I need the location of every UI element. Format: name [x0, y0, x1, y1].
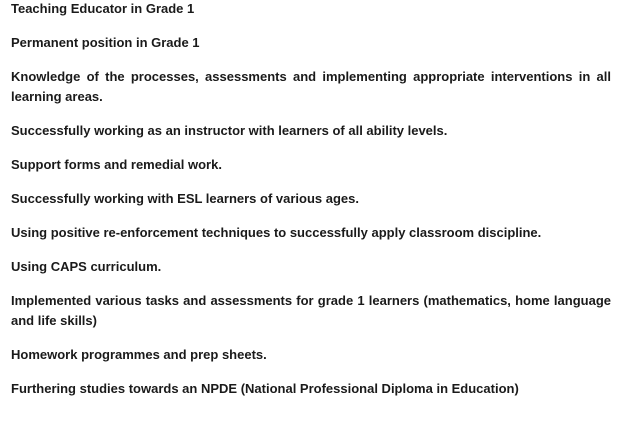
paragraph-homework: Homework programmes and prep sheets.	[11, 347, 267, 362]
paragraph-further-studies: Furthering studies towards an NPDE (National Professional Diploma in Education)	[11, 381, 519, 396]
paragraph-job-title: Teaching Educator in Grade 1	[11, 1, 195, 16]
paragraph-support-forms: Support forms and remedial work.	[11, 157, 222, 172]
paragraph-instructor: Successfully working as an instructor with learners of all ability levels.	[11, 123, 448, 138]
paragraph-classroom-discipline: Using positive re-enforcement techniques to successfully apply classroom discipline.	[11, 225, 542, 240]
paragraph-tasks-assessments: Implemented various tasks and assessments for grade 1 learners (mathematics, home language and life skills)	[11, 293, 611, 328]
paragraph-esl-learners: Successfully working with ESL learners of various ages.	[11, 191, 359, 206]
paragraph-knowledge: Knowledge of the processes, assessments and implementing appropriate interventions in all learning areas.	[11, 69, 611, 104]
paragraph-caps-curriculum: Using CAPS curriculum.	[11, 259, 162, 274]
paragraph-position: Permanent position in Grade 1	[11, 35, 200, 50]
